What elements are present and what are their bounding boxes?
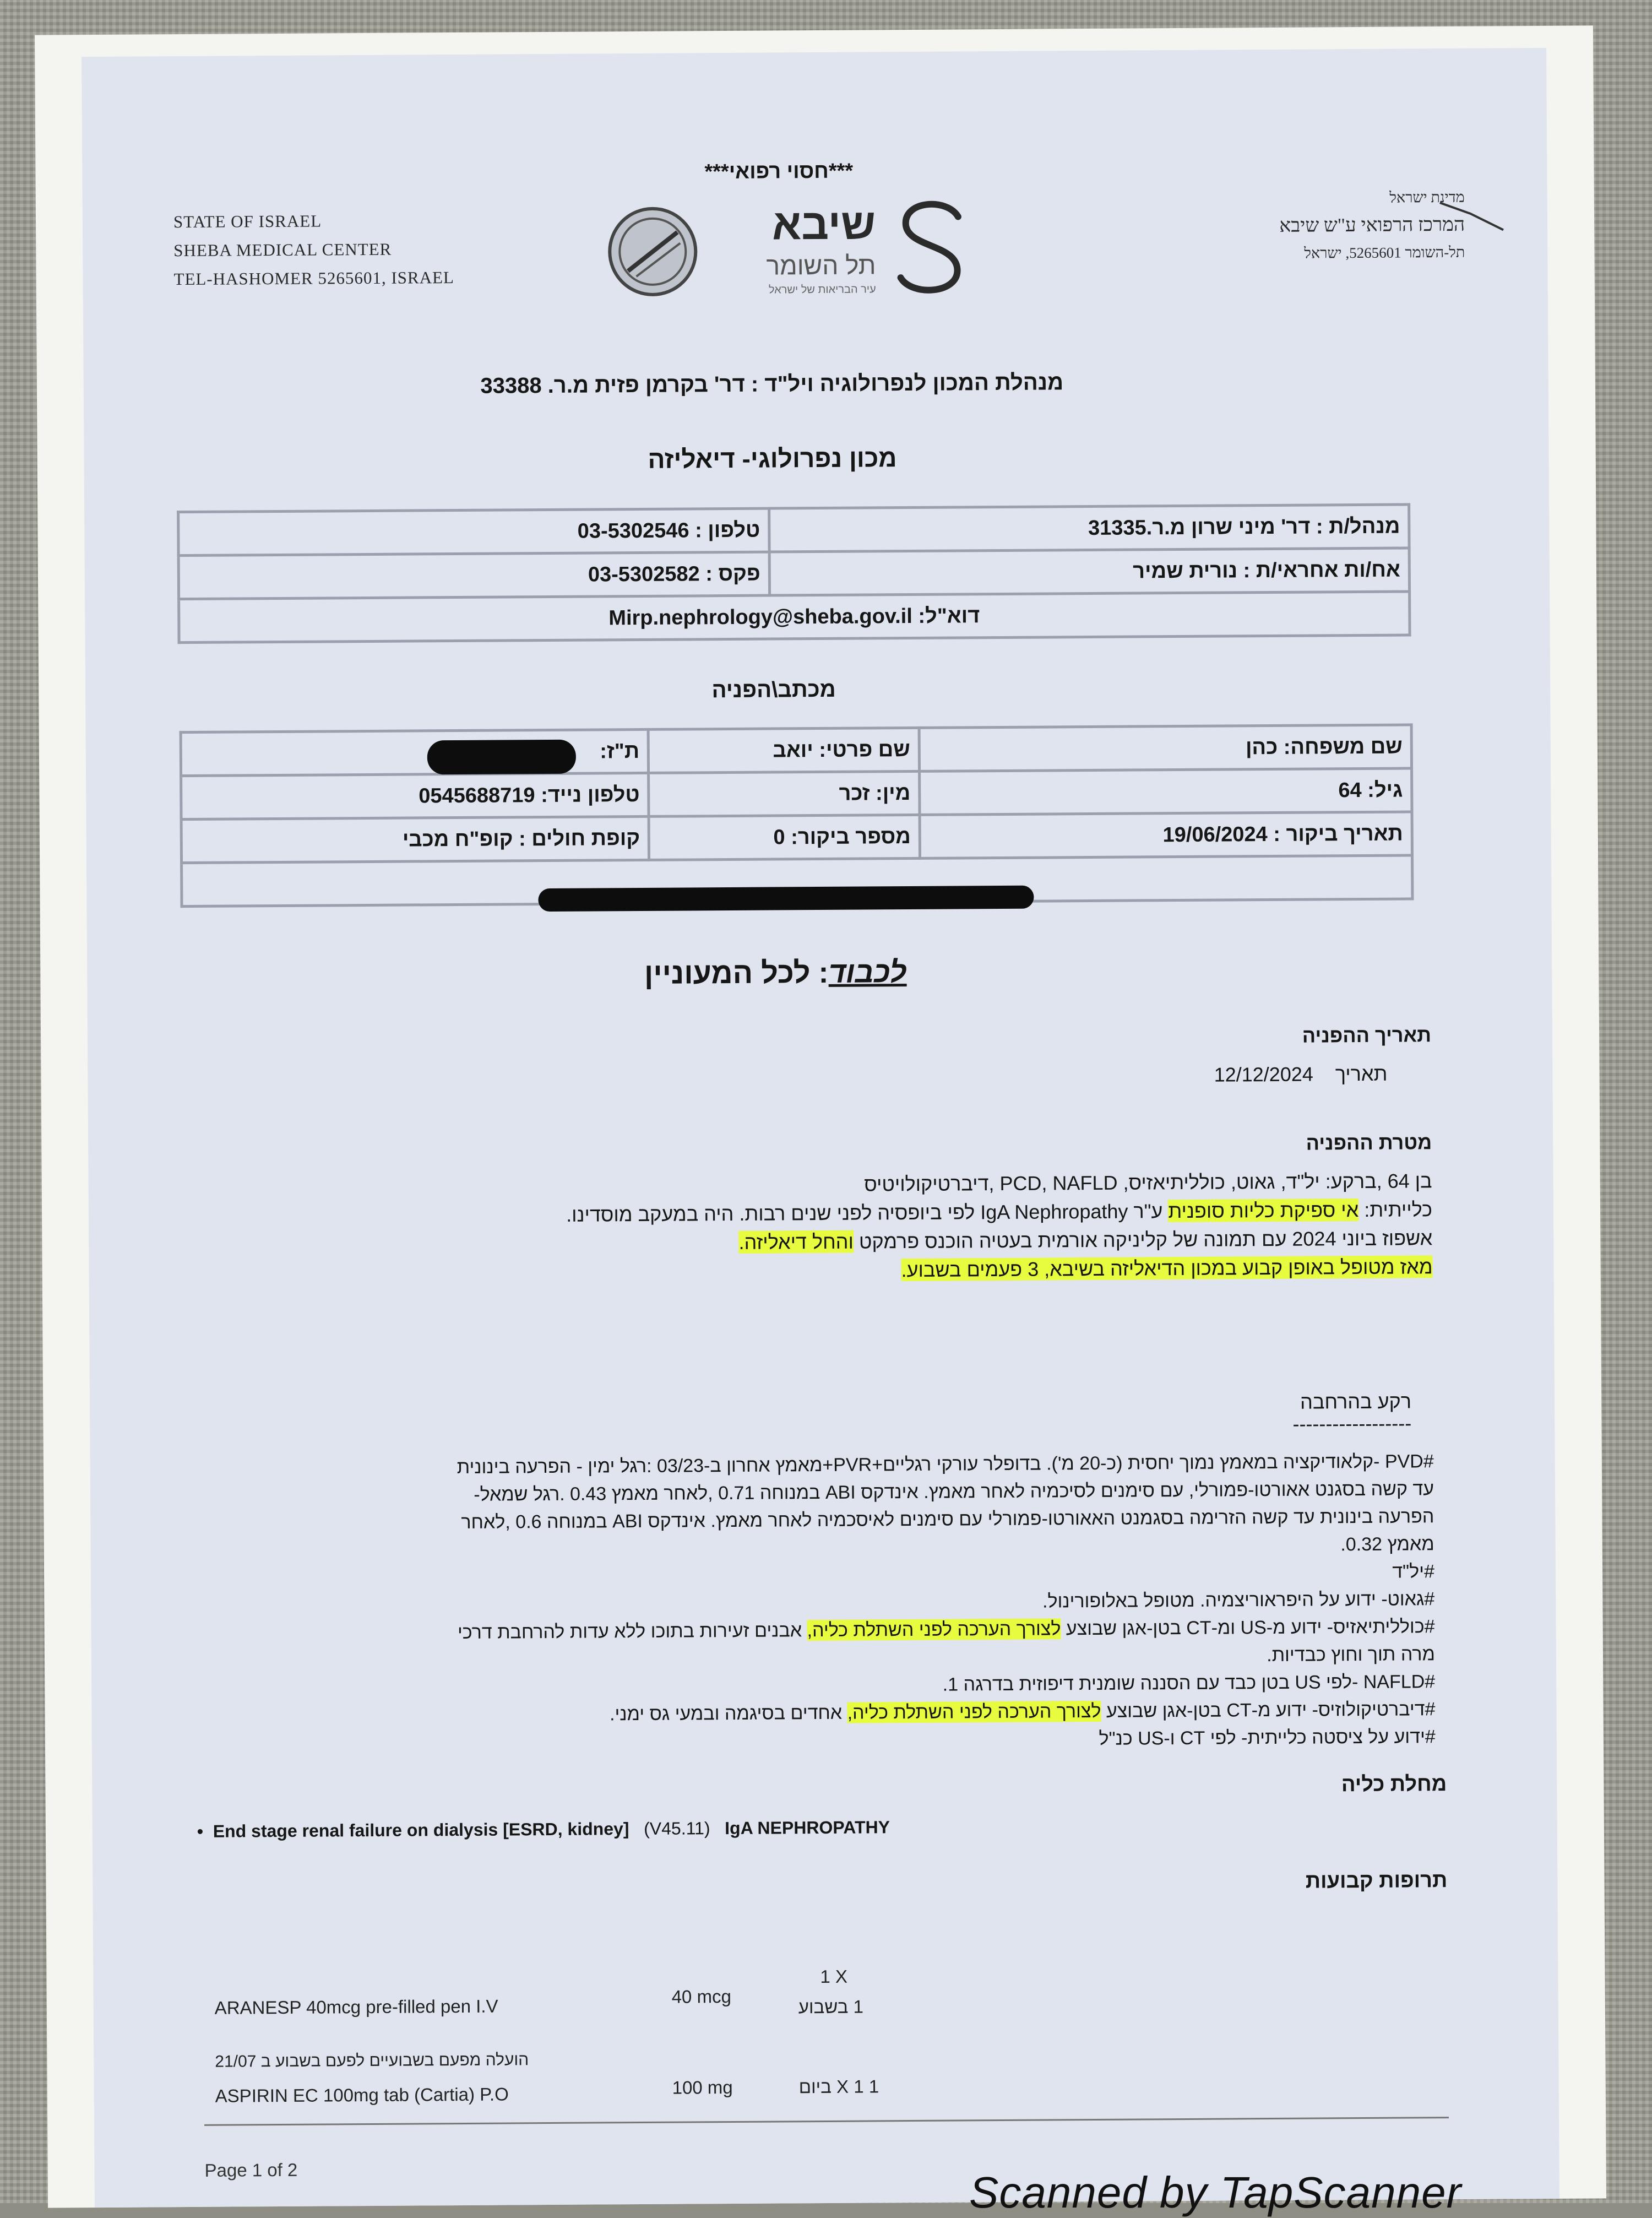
age-cell: גיל: 64 xyxy=(920,768,1412,815)
purpose-text-part: אשפוז ביוני 2024 עם תמונה של קליניקה אורמית בעטיה הוכנס פרמקט xyxy=(853,1227,1433,1253)
background-line: #PVD -קלאודיקציה במאמץ נמוך יחסית (כ-20 מ'). בדופלר עורקי רגליים+PVR+מאמץ אחרון ב-03/23 :רגל ימין - הפרעה בינונית xyxy=(457,1451,1434,1478)
fax-cell: פקס : 03-5302582 xyxy=(178,552,769,599)
kidney-diagnosis xyxy=(197,1817,890,1842)
referral-date-heading: תאריך ההפניה xyxy=(1302,1023,1432,1047)
diagnosis-code: (V45.11) xyxy=(644,1818,710,1839)
background-rule: ------------------ xyxy=(1292,1412,1412,1435)
purpose-line: בן 64 ,ברקע: יל"ד, גאוט, כולליתיאזיס, PCD, NAFLD ,דיברטיקולויטיס xyxy=(864,1169,1432,1196)
highlighted-text: והחל דיאליזה. xyxy=(738,1230,854,1254)
background-text-part: #כולליתיאזיס- ידוע מ-US ומ-CT בטן-אגן שבוצע xyxy=(1061,1616,1435,1640)
purpose-heading: מטרת ההפניה xyxy=(1306,1131,1432,1154)
last-name-cell: שם משפחה: כהן xyxy=(919,725,1411,771)
id-label: ת"ז: xyxy=(600,739,640,763)
redaction-row xyxy=(538,886,1034,912)
highlighted-text: מאז מטופל באופן קבוע במכון הדיאליזה בשיבא, 3 פעמים בשבוע. xyxy=(901,1255,1433,1282)
med-name: ASPIRIN EC 100mg tab (Cartia) P.O xyxy=(215,2084,509,2106)
email-cell: דוא"ל: Mirp.nephrology@sheba.gov.il xyxy=(179,592,1410,643)
contact-table xyxy=(177,503,1411,644)
bullet-icon: • xyxy=(197,1821,213,1841)
med-dose: 100 mg xyxy=(672,2077,733,2098)
background-line: מרה תוך וחוץ כבדיות. xyxy=(1267,1644,1435,1666)
salutation xyxy=(583,955,968,991)
logo-brand: שיבא xyxy=(771,199,876,249)
hebrew-address-line: תל-השומר 5265601, ישראל xyxy=(1304,243,1465,262)
english-address-line: TEL-HASHOMER 5265601, ISRAEL xyxy=(173,268,455,289)
background-text xyxy=(112,1447,1436,1759)
english-address-line: SHEBA MEDICAL CENTER xyxy=(173,239,392,261)
purpose-text xyxy=(138,1167,1432,1289)
institute-director: מנהלת המכון לנפרולוגיה ויל"ד : דר' בקרמן פזית מ.ר. 33388 xyxy=(480,370,1064,398)
background-text-part: אבנים זעירות בתוכו ללא עדות להרחבת דרכי xyxy=(457,1620,807,1644)
english-address-line: STATE OF ISRAEL xyxy=(173,211,322,232)
scanner-watermark: Scanned by TapScanner xyxy=(969,2168,1462,2217)
med-dose: 40 mcg xyxy=(671,1986,731,2007)
highlighted-text: לצורך הערכה לפני השתלת כליה, xyxy=(847,1700,1101,1723)
hebrew-address-line: מדינת ישראל xyxy=(1389,188,1465,206)
background-heading: רקע בהרחבה xyxy=(1300,1390,1412,1413)
background-line: עד קשה בסגנט אאורטו-פמורלי, עם סימנים לסיכמיה לאחר מאמץ. אינדקס ABI במנוחה 0.71 ,לאחר מאמץ 0.43 .רגל שמאל- xyxy=(474,1478,1434,1505)
med-frequency: 1 בשבוע xyxy=(798,1996,864,2018)
logo-tagline: עיר הבריאות של ישראל xyxy=(768,283,876,296)
diagnosis-text: End stage renal failure on dialysis [ESRD, kidney] xyxy=(213,1819,629,1841)
background-line: #NAFLD -לפי US בטן כבד עם הסננה שומנית דיפוזית בדרגה 1. xyxy=(942,1671,1436,1695)
background-line: מאמץ 0.32. xyxy=(1340,1533,1434,1555)
referral-date-value: 12/12/2024 xyxy=(1214,1062,1313,1086)
referral-date-label: תאריך xyxy=(1335,1062,1388,1086)
background-line: #גאוט- ידוע על היפראוריצמיה. מטופל באלופורינול. xyxy=(1042,1588,1435,1612)
med-name: ARANESP 40mcg pre-filled pen I.V xyxy=(214,1995,498,2018)
kidney-heading: מחלת כליה xyxy=(1341,1772,1447,1797)
first-name-cell: שם פרטי: יואב xyxy=(648,728,919,773)
privacy-notice: ***חסוי רפואי*** xyxy=(704,159,854,184)
background-line: הפרעה בינונית עד קשה הזרימה בסגמנט האאורטו-פמורלי עם סימנים לאיסכמיה לאחר מאמץ. אינדקס ABI במנוחה 0.6 ,לאחר xyxy=(461,1506,1434,1533)
english-address xyxy=(173,206,454,294)
background-line: #ידוע על ציסטה כלייתית- לפי CT ו-US כנ"ל xyxy=(1099,1726,1436,1749)
footer-divider xyxy=(204,2117,1449,2126)
seal-icon xyxy=(606,204,700,299)
institute-title: מכון נפרולוגי- דיאליזה xyxy=(648,443,897,474)
sheba-logo xyxy=(606,192,981,315)
letter-type: מכתב\הפניה xyxy=(711,677,836,703)
mobile-cell: טלפון נייד: 0545688719 xyxy=(181,773,649,819)
purpose-text-part: ע"ר IgA Nephropathy לפי ביופסיה לפני שנים רבות. היה במעקב מוסדינו. xyxy=(566,1200,1169,1226)
highlighted-text: לצורך הערכה לפני השתלת כליה, xyxy=(807,1618,1061,1641)
salutation-prefix: לכבוד xyxy=(828,956,907,989)
diagnosis-name: IgA NEPHROPATHY xyxy=(725,1817,890,1839)
referral-date-line xyxy=(726,1060,1387,1092)
med-note: הועלה מפעם בשבועיים לפעם בשבוע ב 21/07 xyxy=(215,2051,529,2071)
patient-table xyxy=(180,723,1414,908)
background-text-part: אחדים בסיגמה ובמעי גס ימני. xyxy=(609,1702,847,1725)
manager-cell: מנהל/ת : דר' מיני שרון מ.ר.31335 xyxy=(769,505,1409,552)
page-number: Page 1 of 2 xyxy=(204,2159,298,2181)
visit-date-cell: תאריך ביקור : 19/06/2024 xyxy=(920,812,1412,858)
background-line: #יל"ד xyxy=(1392,1561,1435,1582)
s-logo-icon xyxy=(887,194,975,300)
salutation-text: : לכל המעוניין xyxy=(644,956,829,990)
purpose-text-part: כלייתית: xyxy=(1358,1198,1433,1222)
gender-cell: מין: זכר xyxy=(649,771,920,816)
visit-number-cell: מספר ביקור: 0 xyxy=(649,815,920,860)
signature-stroke-icon xyxy=(1437,197,1509,236)
hebrew-address-line: המרכז הרפואי ע"ש שיבא xyxy=(1279,213,1465,236)
med-frequency: 1 X 1 ביום xyxy=(798,2076,879,2097)
med-frequency-top: 1 X xyxy=(820,1966,848,1987)
nurse-cell: אח/ות אחראי/ת : נורית שמיר xyxy=(769,548,1410,595)
hmo-cell: קופת חולים : קופ"ח מכבי xyxy=(181,816,649,863)
logo-subtitle: תל השומר xyxy=(766,251,876,280)
meds-heading: תרופות קבועות xyxy=(1305,1869,1448,1893)
highlighted-text: אי ספיקת כליות סופנית xyxy=(1168,1199,1359,1223)
redaction-id xyxy=(427,740,576,775)
id-cell xyxy=(181,729,649,776)
background-text-part: #דיברטיקולוזיס- ידוע מ-CT בטן-אגן שבוצע xyxy=(1101,1699,1436,1722)
phone-cell: טלפון : 03-5302546 xyxy=(178,508,769,556)
document-page xyxy=(81,48,1559,2208)
